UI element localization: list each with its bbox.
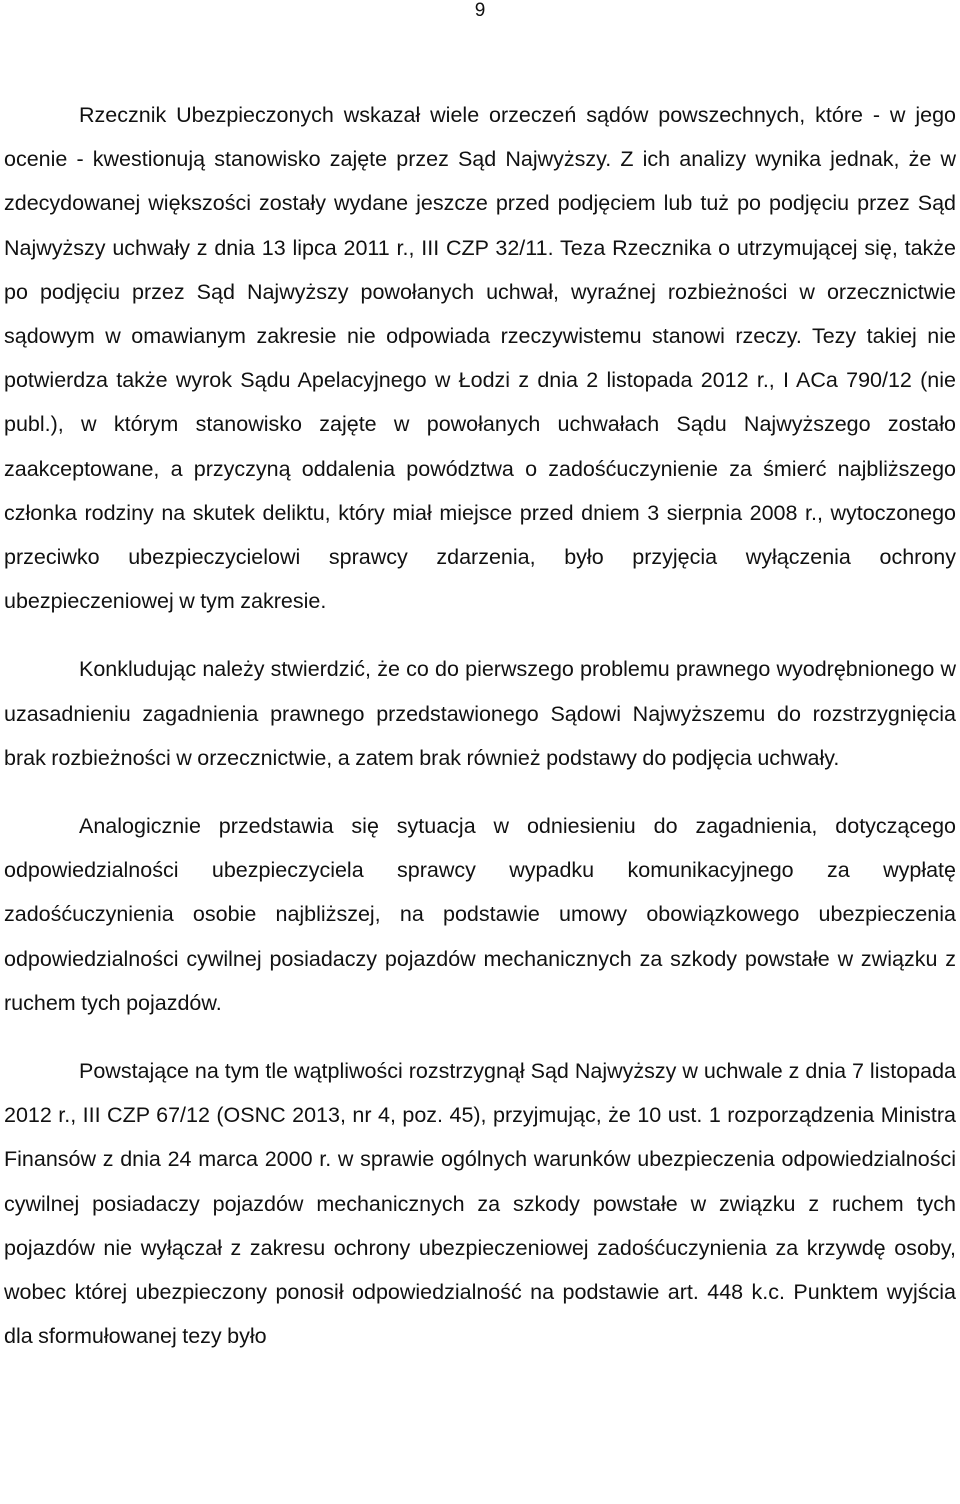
document-body bbox=[4, 93, 956, 1358]
paragraph-2: Konkludując należy stwierdzić, że co do pierwszego problemu prawnego wyodrębnionego w uzasadnieniu zagadnienia prawnego przedstawionego Sądowi Najwyższemu do rozstrzygnięcia brak rozbieżności w orzecznictwie, a zatem brak również podstawy do podjęcia uchwały. bbox=[4, 657, 956, 770]
page-number: 9 bbox=[474, 0, 486, 21]
paragraph-1: Rzecznik Ubezpieczonych wskazał wiele orzeczeń sądów powszechnych, które - w jego ocenie - kwestionują stanowisko zajęte przez Sąd Najwyższy. Z ich analizy wynika jednak, że w zdecydowanej większości zostały wydane jeszcze przed podjęciem lub tuż po podjęciu przez Sąd Najwyższy uchwały z dnia 13 lipca 2011 r., III CZP 32/11. Teza Rzecznika o utrzymującej się, także po podjęciu przez Sąd Najwyższy powołanych uchwał, wyraźnej rozbieżności w orzecznictwie sądowym w omawianym zakresie nie odpowiada rzeczywistemu stanowi rzeczy. Tezy takiej nie potwierdza także wyrok Sądu Apelacyjnego w Łodzi z dnia 2 listopada 2012 r., I ACa 790/12 (nie publ.), w którym stanowisko zajęte w powołanych uchwałach Sądu Najwyższego zostało zaakceptowane, a przyczyną oddalenia powództwa o zadośćuczynienie za śmierć najbliższego członka rodziny na skutek deliktu, który miał miejsce przed dniem 3 sierpnia 2008 r., wytoczonego przeciwko ubezpieczycielowi sprawcy zdarzenia, było przyjęcia wyłączenia ochrony ubezpieczeniowej w tym zakresie. bbox=[4, 103, 956, 614]
paragraph-3: Analogicznie przedstawia się sytuacja w odniesieniu do zagadnienia, dotyczącego odpowiedzialności ubezpieczyciela sprawcy wypadku komunikacyjnego za wypłatę zadośćuczynienia osobie najbliższej, na podstawie umowy obowiązkowego ubezpieczenia odpowiedzialności cywilnej posiadaczy pojazdów mechanicznych za szkody powstałe w związku z ruchem tych pojazdów. bbox=[4, 814, 956, 1015]
paragraph-4: Powstające na tym tle wątpliwości rozstrzygnął Sąd Najwyższy w uchwale z dnia 7 listopada 2012 r., III CZP 67/12 (OSNC 2013, nr 4, poz. 45), przyjmując, że 10 ust. 1 rozporządzenia Ministra Finansów z dnia 24 marca 2000 r. w sprawie ogólnych warunków ubezpieczenia odpowiedzialności cywilnej posiadaczy pojazdów mechanicznych za szkody powstałe w związku z ruchem tych pojazdów nie wyłączał z zakresu ochrony ubezpieczeniowej zadośćuczynienia za krzywdę osoby, wobec której ubezpieczony ponosił odpowiedzialność na podstawie art. 448 k.c. Punktem wyjścia dla sformułowanej tezy było bbox=[4, 1059, 956, 1349]
